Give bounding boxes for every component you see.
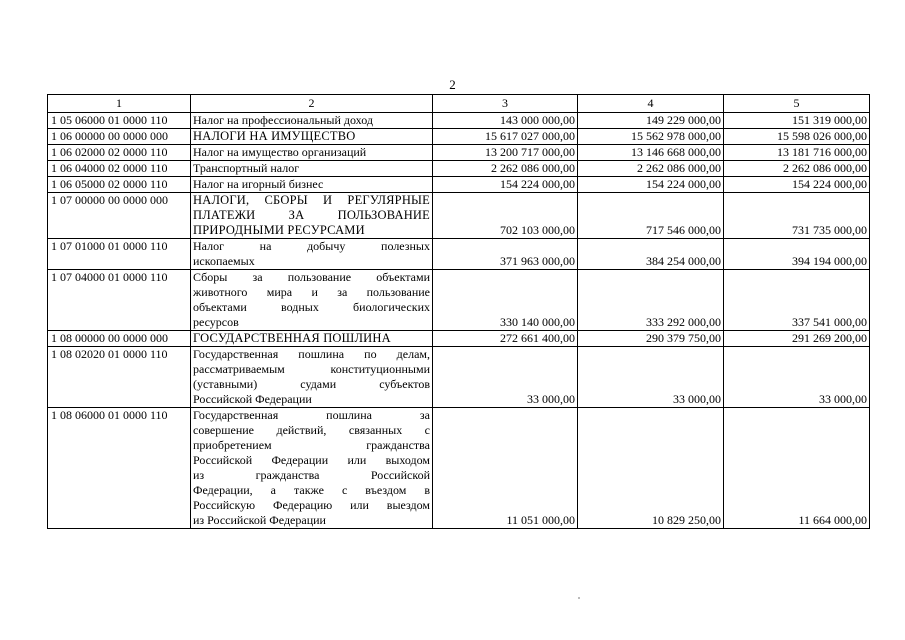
amount-cell-v5: 154 224 000,00 xyxy=(724,177,870,193)
amount-cell-v5: 291 269 200,00 xyxy=(724,331,870,347)
amount-cell-v4: 154 224 000,00 xyxy=(578,177,724,193)
item-name-line: (уставными) судами субъектов xyxy=(193,377,430,391)
amount-cell-v5: 33 000,00 xyxy=(724,347,870,408)
amount-cell-v4: 33 000,00 xyxy=(578,347,724,408)
item-name-line: рассматриваемым конституционными xyxy=(193,362,430,376)
amount-cell-v3: 371 963 000,00 xyxy=(433,239,578,270)
item-name-line: Налог на профессиональный доход xyxy=(193,113,373,127)
amount-cell-v3: 33 000,00 xyxy=(433,347,578,408)
item-name-line: Налог на игорный бизнес xyxy=(193,177,324,191)
amount-cell-v3: 13 200 717 000,00 xyxy=(433,145,578,161)
amount-cell-v4: 290 379 750,00 xyxy=(578,331,724,347)
item-name-line: Сборы за пользование объектами xyxy=(193,270,430,284)
item-name-cell xyxy=(191,270,433,331)
table-row xyxy=(48,270,870,331)
item-name-cell xyxy=(191,113,433,129)
amount-cell-v5: 394 194 000,00 xyxy=(724,239,870,270)
item-name-line: Транспортный налог xyxy=(193,161,300,175)
amount-cell-v5: 337 541 000,00 xyxy=(724,270,870,331)
amount-cell-v3: 2 262 086 000,00 xyxy=(433,161,578,177)
amount-cell-v3: 272 661 400,00 xyxy=(433,331,578,347)
item-name-cell xyxy=(191,177,433,193)
budget-code-cell: 1 07 01000 01 0000 110 xyxy=(48,239,191,270)
item-name-line: ресурсов xyxy=(193,315,239,329)
item-name-line: НАЛОГИ НА ИМУЩЕСТВО xyxy=(193,129,356,143)
item-name-line: приобретением гражданства xyxy=(193,438,430,452)
item-name-line: ПЛАТЕЖИ ЗА ПОЛЬЗОВАНИЕ xyxy=(193,208,430,222)
budget-code-cell: 1 07 04000 01 0000 110 xyxy=(48,270,191,331)
amount-cell-v3: 11 051 000,00 xyxy=(433,408,578,529)
amount-cell-v3: 15 617 027 000,00 xyxy=(433,129,578,145)
item-name-line: Государственная пошлина за xyxy=(193,408,430,422)
amount-cell-v5: 151 319 000,00 xyxy=(724,113,870,129)
item-name-cell xyxy=(191,129,433,145)
amount-cell-v5: 731 735 000,00 xyxy=(724,193,870,239)
column-header: 2 xyxy=(191,95,433,113)
item-name-line: Налог на имущество организаций xyxy=(193,145,367,159)
table-row xyxy=(48,408,870,529)
header-row xyxy=(48,95,870,113)
item-name-cell xyxy=(191,347,433,408)
amount-cell-v3: 154 224 000,00 xyxy=(433,177,578,193)
amount-cell-v4: 13 146 668 000,00 xyxy=(578,145,724,161)
column-header: 3 xyxy=(433,95,578,113)
amount-cell-v4: 15 562 978 000,00 xyxy=(578,129,724,145)
amount-cell-v4: 10 829 250,00 xyxy=(578,408,724,529)
item-name-line: из Российской Федерации xyxy=(193,513,326,527)
amount-cell-v5: 2 262 086 000,00 xyxy=(724,161,870,177)
item-name-cell xyxy=(191,193,433,239)
budget-code-cell: 1 06 02000 02 0000 110 xyxy=(48,145,191,161)
table-row xyxy=(48,161,870,177)
budget-code-cell: 1 07 00000 00 0000 000 xyxy=(48,193,191,239)
item-name-line: ископаемых xyxy=(193,254,255,268)
table-row xyxy=(48,129,870,145)
table-row xyxy=(48,239,870,270)
item-name-line: животного мира и за пользование xyxy=(193,285,430,299)
item-name-line: объектами водных биологических xyxy=(193,300,430,314)
budget-table xyxy=(47,94,870,529)
budget-code-cell: 1 05 06000 01 0000 110 xyxy=(48,113,191,129)
page-number: 2 xyxy=(449,77,456,92)
amount-cell-v4: 2 262 086 000,00 xyxy=(578,161,724,177)
item-name-line: совершение действий, связанных с xyxy=(193,423,430,437)
budget-code-cell: 1 06 00000 00 0000 000 xyxy=(48,129,191,145)
item-name-line: Налог на добычу полезных xyxy=(193,239,430,253)
amount-cell-v4: 717 546 000,00 xyxy=(578,193,724,239)
amount-cell-v5: 15 598 026 000,00 xyxy=(724,129,870,145)
table-row xyxy=(48,331,870,347)
amount-cell-v4: 384 254 000,00 xyxy=(578,239,724,270)
item-name-line: Федерации, а также с въездом в xyxy=(193,483,430,497)
table-row xyxy=(48,193,870,239)
amount-cell-v3: 702 103 000,00 xyxy=(433,193,578,239)
item-name-line: ПРИРОДНЫМИ РЕСУРСАМИ xyxy=(193,223,365,237)
amount-cell-v3: 330 140 000,00 xyxy=(433,270,578,331)
budget-code-cell: 1 08 00000 00 0000 000 xyxy=(48,331,191,347)
item-name-cell xyxy=(191,145,433,161)
item-name-cell xyxy=(191,161,433,177)
amount-cell-v5: 13 181 716 000,00 xyxy=(724,145,870,161)
item-name-line: ГОСУДАРСТВЕННАЯ ПОШЛИНА xyxy=(193,331,391,345)
column-header: 5 xyxy=(724,95,870,113)
item-name-line: Российской Федерации или выходом xyxy=(193,453,430,467)
item-name-line: НАЛОГИ, СБОРЫ И РЕГУЛЯРНЫЕ xyxy=(193,193,430,207)
budget-code-cell: 1 08 02020 01 0000 110 xyxy=(48,347,191,408)
budget-code-cell: 1 06 05000 02 0000 110 xyxy=(48,177,191,193)
item-name-cell xyxy=(191,239,433,270)
item-name-cell xyxy=(191,331,433,347)
table-row xyxy=(48,177,870,193)
budget-code-cell: 1 06 04000 02 0000 110 xyxy=(48,161,191,177)
item-name-line: из гражданства Российской xyxy=(193,468,430,482)
amount-cell-v4: 149 229 000,00 xyxy=(578,113,724,129)
amount-cell-v4: 333 292 000,00 xyxy=(578,270,724,331)
amount-cell-v5: 11 664 000,00 xyxy=(724,408,870,529)
scan-artifact xyxy=(578,597,580,599)
table-row xyxy=(48,145,870,161)
amount-cell-v3: 143 000 000,00 xyxy=(433,113,578,129)
item-name-line: Российской Федерации xyxy=(193,392,312,406)
item-name-cell xyxy=(191,408,433,529)
item-name-line: Государственная пошлина по делам, xyxy=(193,347,430,361)
column-header: 4 xyxy=(578,95,724,113)
item-name-line: Российскую Федерацию или выездом xyxy=(193,498,430,512)
budget-code-cell: 1 08 06000 01 0000 110 xyxy=(48,408,191,529)
table-row xyxy=(48,347,870,408)
table-row xyxy=(48,113,870,129)
column-header: 1 xyxy=(48,95,191,113)
